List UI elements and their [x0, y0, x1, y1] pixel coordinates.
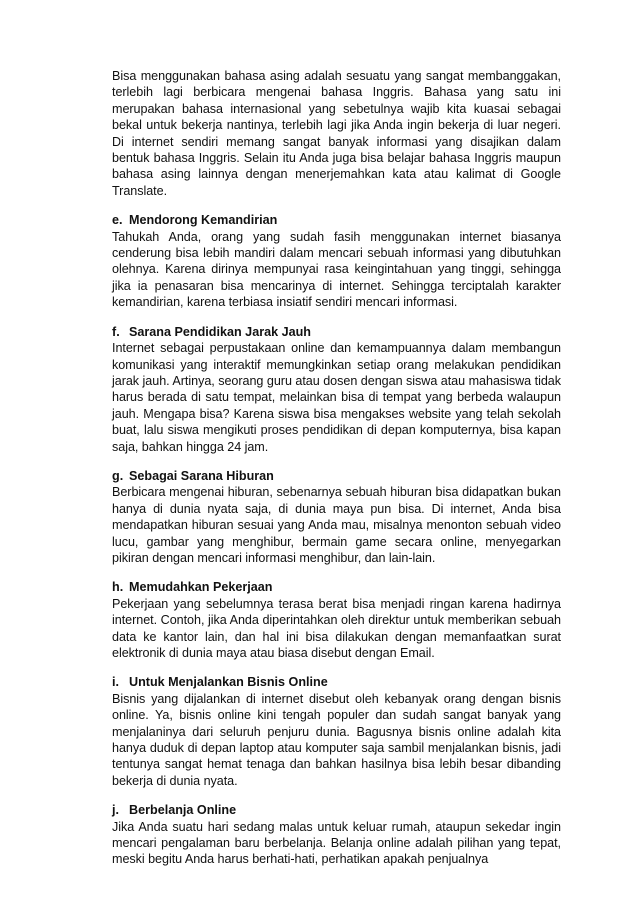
section-letter: h. [112, 580, 124, 595]
section-heading [112, 324, 561, 340]
section-body: Pekerjaan yang sebelumnya terasa berat bisa menjadi ringan karena hadirnya internet. Contoh, jika Anda diperintahkan oleh direktur untuk memberikan sebuah data ke kantor lain, dan hal ini bisa dilakukan dengan memanfaatkan surat elektronik di dunia maya atau biasa disebut dengan Email. [112, 596, 561, 660]
section-body: Jika Anda suatu hari sedang malas untuk keluar rumah, ataupun sekedar ingin mencari pengalaman baru berbelanja. Belanja online adalah pilihan yang tepat, meski begitu Anda harus berhati-hati, perhatikan apakah penjualnya [112, 819, 561, 867]
section-body: Tahukah Anda, orang yang sudah fasih menggunakan internet biasanya cenderung bisa lebih mandiri dalam mencari sebuah informasi yang dibutuhkan olehnya. Karena dirinya mempunyai rasa keingintahuan yang tinggi, sehingga jika ia penasaran bisa mencarinya di internet. Sehingga terciptalah karakter kemandirian, karena terbiasa insiatif sendiri mencari informasi. [112, 229, 561, 310]
section-j [112, 802, 561, 868]
section-heading [112, 212, 561, 228]
section-title: Sarana Pendidikan Jarak Jauh [129, 324, 311, 339]
section-heading [112, 674, 561, 690]
section-heading [112, 468, 561, 484]
document-page [112, 68, 561, 868]
section-body: Berbicara mengenai hiburan, sebenarnya sebuah hiburan bisa didapatkan bukan hanya di dunia nyata saja, di dunia maya pun bisa. Di internet, Anda bisa mendapatkan hiburan sesuai yang Anda mau, misalnya menonton sebuah video lucu, gambar yang menghibur, bermain game secara online, menyegarkan pikiran dengan mencari informasi menghibur, dan lain-lain. [112, 485, 561, 565]
section-i [112, 674, 561, 789]
section-title: Memudahkan Pekerjaan [129, 580, 273, 595]
section-h [112, 579, 561, 661]
section-body: Internet sebagai perpustakaan online dan kemampuannya dalam membangun komunikasi yang interaktif memungkinkan setiap orang melakukan pendidikan jarak jauh. Artinya, seorang guru atau dosen dengan siswa atau mahasiswa tidak harus berada di satu tempat, melainkan bisa di tempat yang berbeda walaupun jauh. Mengapa bisa? Karena siswa bisa mengakses website yang telah sekolah buat, lalu siswa mengikuti proses pendidikan di depan komputernya, bisa kapan saja, bahkan hingga 24 jam. [112, 341, 561, 454]
section-letter: e. [112, 213, 123, 228]
section-body: Bisnis yang dijalankan di internet disebut oleh kebanyak orang dengan bisnis online. Ya, bisnis online kini tengah populer dan sudah sangat banyak yang menjalaninya dari seluruh penjuru dunia. Bagusnya bisnis online adalah kita hanya duduk di depan laptop atau komputer saja sambil menjalankan bisnis, jadi tentunya sangat hemat tenaga dan bahkan hasilnya bisa lebih besar dibanding bekerja di dunia nyata. [112, 691, 561, 788]
section-title: Sebagai Sarana Hiburan [129, 468, 274, 483]
section-letter: j. [112, 803, 119, 818]
section-letter: f. [112, 324, 120, 339]
section-f [112, 324, 561, 455]
section-letter: i. [112, 675, 119, 690]
section-letter: g. [112, 468, 124, 483]
section-heading [112, 579, 561, 595]
section-title: Mendorong Kemandirian [129, 213, 278, 228]
section-title: Berbelanja Online [129, 803, 237, 818]
intro-paragraph: Bisa menggunakan bahasa asing adalah sesuatu yang sangat membanggakan, terlebih lagi berbicara mengenai bahasa Inggris. Bahasa yang satu ini merupakan bahasa internasional yang sebetulnya wajib kita kuasai sebagai bekal untuk bekerja nantinya, terlebih lagi jika Anda ingin bekerja di luar negeri. Di internet sendiri memang sangat banyak informasi yang disajikan dalam bentuk bahasa Inggris. Selain itu Anda juga bisa belajar bahasa Inggris maupun bahasa asing lainnya dengan menerjemahkan kata atau kalimat di Google Translate. [112, 69, 561, 198]
section-g [112, 468, 561, 566]
section-heading [112, 802, 561, 818]
section-e [112, 212, 561, 310]
section-title: Untuk Menjalankan Bisnis Online [129, 675, 328, 690]
